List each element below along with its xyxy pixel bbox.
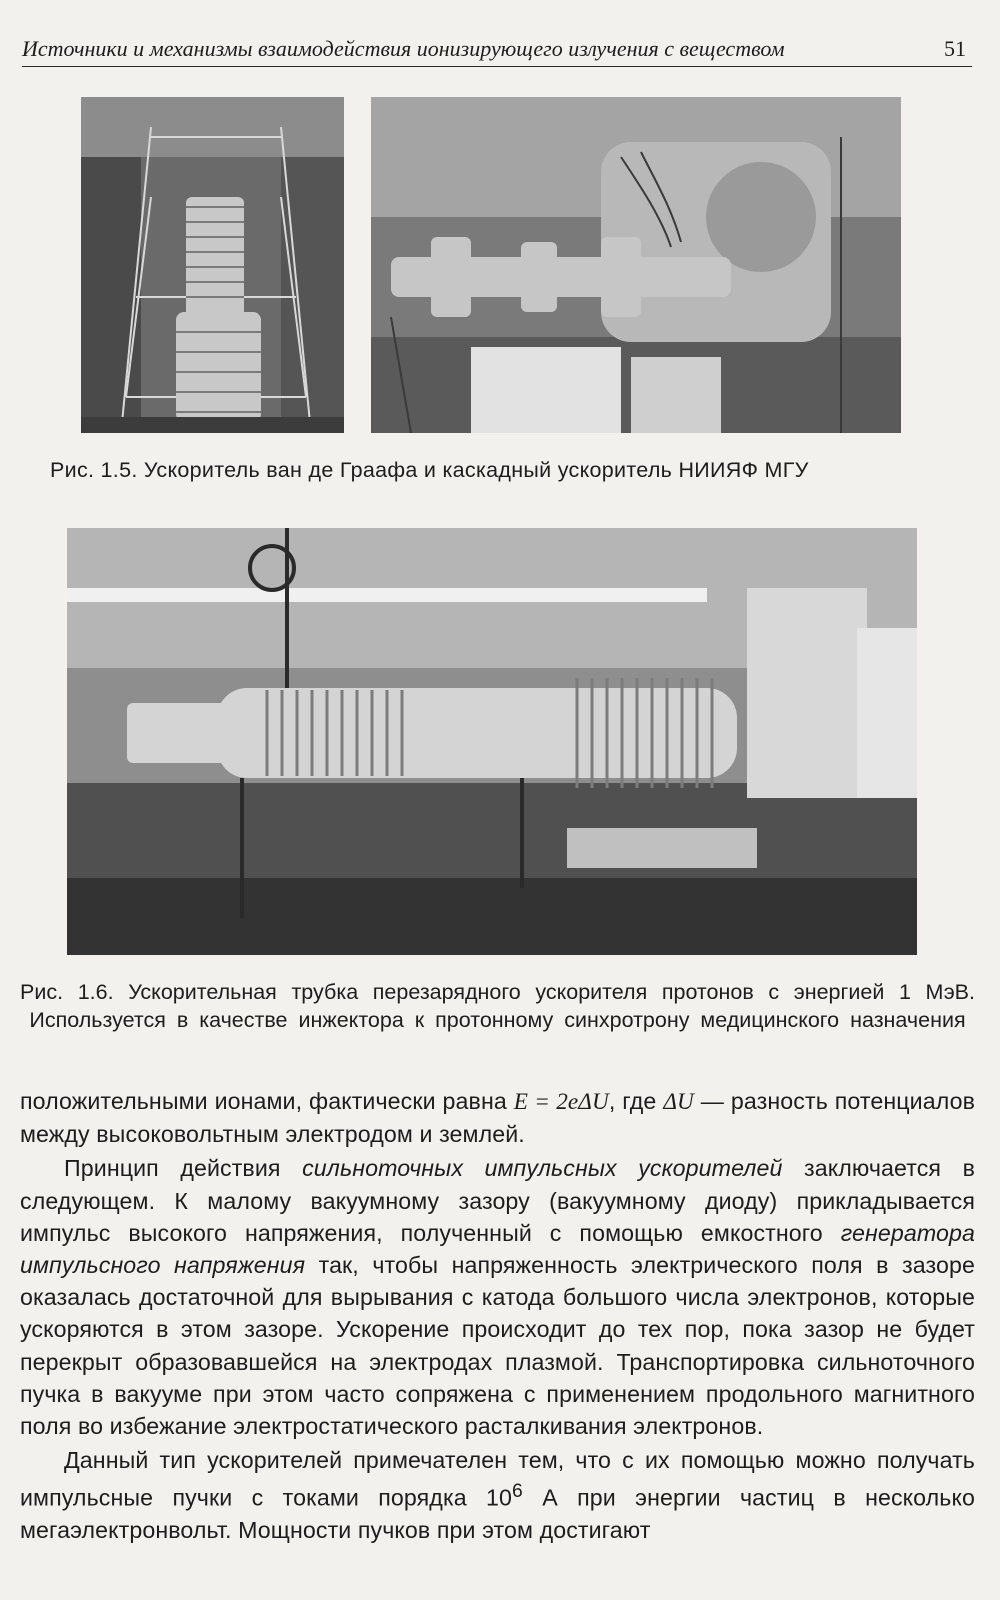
figure-1-6-caption: Рис. 1.6. Ускорительная трубка перезарядного ускорителя протонов с энергией 1 МэВ. Используется в качестве инжектора к протонному синхротрону медицинского назначения <box>20 980 975 1032</box>
term-pulse-voltage-generator: генератора импульсного напряжения <box>20 1219 975 1279</box>
formula-energy: E = 2eΔU <box>513 1089 609 1115</box>
term-high-current-pulsed-accelerators: сильноточных импульсных ускорителей <box>302 1155 783 1182</box>
photo-cascade-accelerator <box>371 97 901 433</box>
running-header <box>22 22 972 67</box>
exponent: 6 <box>512 1481 523 1503</box>
page-number: 51 <box>944 36 966 61</box>
photo-accelerator-tube <box>67 528 917 955</box>
formula-delta-u: ΔU <box>663 1089 694 1115</box>
paragraph-3: Данный тип ускорителей примечателен тем, что с их помощью можно получать импульсные пучки с токами порядка $10^6$ А при энергии частиц в несколько мегаэлектронвольт. Мощности пучков при этом достигают <box>20 1447 975 1544</box>
figure-1-5-caption: Рис. 1.5. Ускоритель ван де Граафа и каскадный ускоритель НИИЯФ МГУ <box>50 458 809 482</box>
paragraph-1: положительными ионами, фактически равна E = 2eΔU, где ΔU — разность потенциалов между высоковольтным электродом и землей. <box>20 1088 975 1148</box>
paragraph-2: Принцип действия сильноточных импульсных ускорителей заключается в следующем. К малому вакуумному зазору (вакуумному диоду) прикладывается импульс высокого напряжения, полученный с помощью емкостного генератора импульсного напряжения так, чтобы напряженность электрического поля в зазоре оказалась достаточной для вырывания с катода большого числа электронов, которые ускоряются в этом зазоре. Ускорение происходит до тех пор, пока зазор не будет перекрыт образовавшейся на электродах плазмой. Транспортировка сильноточного пучка в вакууме при этом часто сопряжена с применением продольного магнитного поля во избежание электростатического расталкивания электронов. <box>20 1155 975 1440</box>
running-title: Источники и механизмы взаимодействия ионизирующего излучения с веществом <box>22 36 785 61</box>
photo-van-de-graaff <box>81 97 344 433</box>
body-text <box>20 1085 975 1547</box>
